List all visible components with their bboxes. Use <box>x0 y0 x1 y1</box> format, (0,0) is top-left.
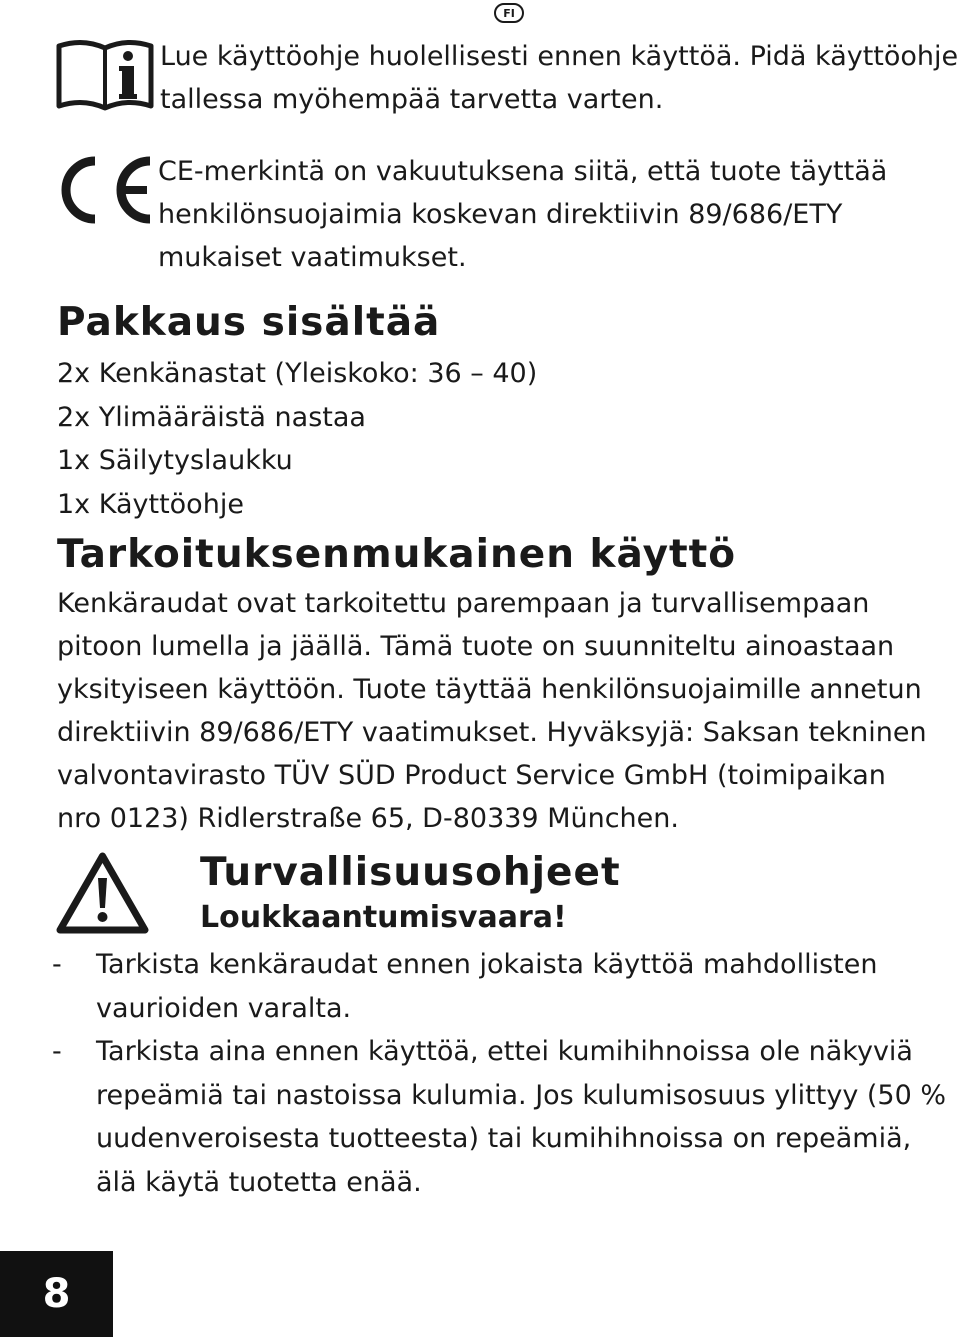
text-line: Kenkäraudat ovat tarkoitettu parempaan ja turvallisempaan <box>57 588 870 619</box>
bullet-text <box>96 1030 946 1204</box>
warning-triangle-icon <box>55 850 150 935</box>
text-line: yksityiseen käyttöön. Tuote täyttää henkilönsuojaimille annetun <box>57 674 922 705</box>
list-item: 1x Säilytyslaukku <box>57 445 293 476</box>
intended-use-heading: Tarkoituksenmukainen käyttö <box>57 532 737 577</box>
info-note-line: tallessa myöhempää tarvetta varten. <box>160 84 664 115</box>
info-note-text <box>160 35 958 121</box>
safety-subheading: Loukkaantumisvaara! <box>200 900 567 935</box>
package-contents-list <box>57 352 537 526</box>
text-line: nro 0123) Ridlerstraße 65, D-80339 München. <box>57 803 679 834</box>
info-note-line: Lue käyttöohje huolellisesti ennen käyttöä. Pidä käyttöohje <box>160 41 959 72</box>
ce-note-line: mukaiset vaatimukset. <box>158 242 467 273</box>
text-line: älä käytä tuotetta enää. <box>96 1166 422 1198</box>
ce-note-text <box>158 150 887 279</box>
text-line: vaurioiden varalta. <box>96 992 352 1024</box>
list-item: 2x Ylimääräistä nastaa <box>57 401 366 433</box>
text-line: uudenveroisesta tuotteesta) tai kumihihnoissa on repeämiä, <box>96 1123 912 1154</box>
text-line: Tarkista aina ennen käyttöä, ettei kumihihnoissa ole näkyviä <box>96 1036 913 1067</box>
info-book-icon <box>55 32 155 112</box>
list-item: 2x Kenkänastat (Yleiskoko: 36 – 40) <box>57 358 538 389</box>
text-line: Tarkista kenkäraudat ennen jokaista käyttöä mahdollisten <box>96 949 878 980</box>
package-contents-heading: Pakkaus sisältää <box>57 300 441 345</box>
text-line: pitoon lumella ja jäällä. Tämä tuote on suunniteltu ainoastaan <box>57 631 895 662</box>
ce-mark-icon <box>55 155 155 225</box>
text-line: valvontavirasto TÜV SÜD Product Service GmbH (toimipaikan <box>57 760 886 791</box>
ce-note-line: CE-merkintä on vakuutuksena siitä, että tuote täyttää <box>158 156 888 187</box>
text-line: repeämiä tai nastoissa kulumia. Jos kulumisosuus ylittyy (50 % <box>96 1079 947 1111</box>
bullet-dash: - <box>52 949 62 980</box>
safety-heading: Turvallisuusohjeet <box>200 850 621 895</box>
language-badge: FI <box>494 3 524 23</box>
bullet-text <box>96 943 877 1030</box>
intended-use-text <box>57 582 927 840</box>
ce-note-line: henkilönsuojaimia koskevan direktiivin 89/686/ETY <box>158 199 843 230</box>
text-line: direktiivin 89/686/ETY vaatimukset. Hyväksyjä: Saksan tekninen <box>57 717 927 748</box>
list-item: 1x Käyttöohje <box>57 488 244 520</box>
bullet-dash: - <box>52 1036 62 1067</box>
page-number: 8 <box>0 1251 113 1337</box>
